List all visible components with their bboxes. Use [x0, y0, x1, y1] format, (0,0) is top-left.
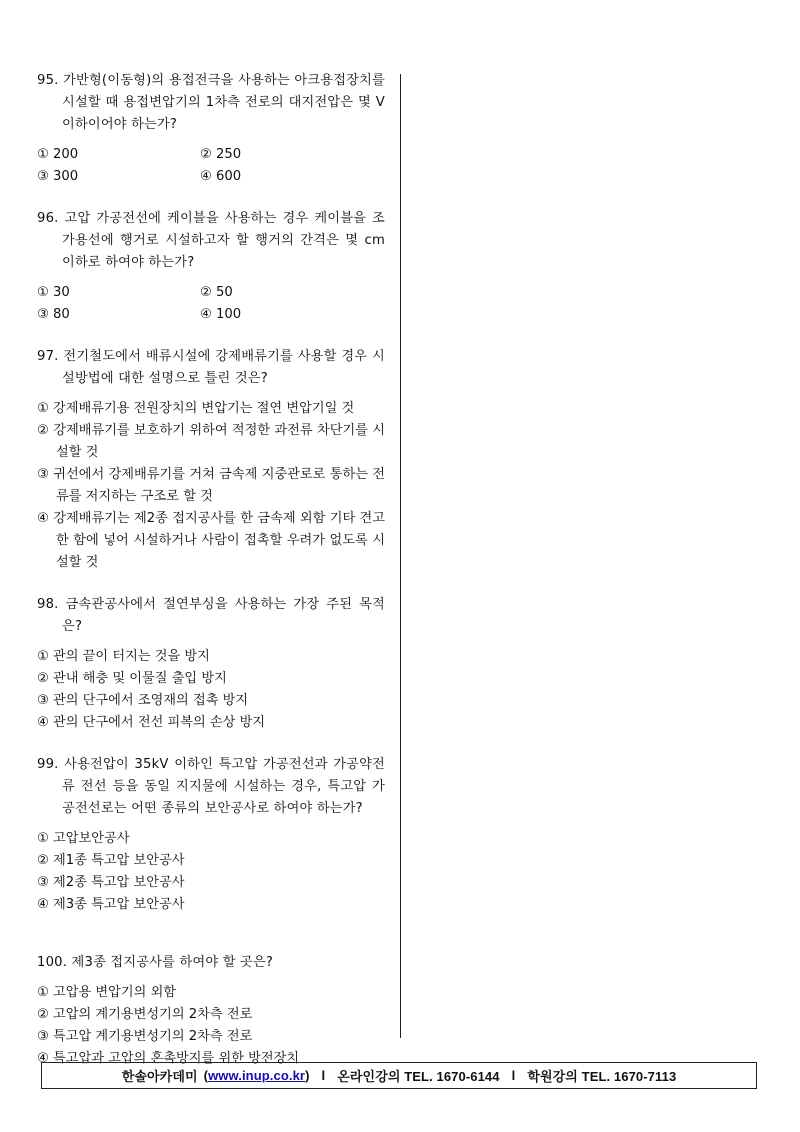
- option[interactable]: ① 관의 끝이 터지는 것을 방지: [37, 649, 210, 664]
- option[interactable]: ③ 300: [37, 169, 79, 184]
- footer-separator: l: [321, 1068, 326, 1083]
- question-stem: 97. 전기철도에서 배류시설에 강제배류기를 사용할 경우 시설방법에 대한 설명으로 틀린 것은?: [37, 349, 385, 386]
- options: [37, 828, 385, 916]
- option[interactable]: ① 200: [37, 147, 79, 162]
- column-divider: [400, 74, 401, 1038]
- option[interactable]: ④ 제3종 특고압 보안공사: [37, 897, 185, 912]
- option[interactable]: ④ 관의 단구에서 전선 피복의 손상 방지: [37, 715, 266, 730]
- option[interactable]: ② 250: [200, 147, 242, 162]
- question-99: [37, 754, 385, 916]
- option[interactable]: ② 50: [200, 285, 233, 300]
- option[interactable]: ① 30: [37, 285, 70, 300]
- options: [37, 144, 385, 188]
- question-stem: 95. 가반형(이동형)의 용접전극을 사용하는 아크용접장치를 시설할 때 용접변압기의 1차측 전로의 대지전압은 몇 V 이하이어야 하는가?: [37, 73, 385, 132]
- question-column: [37, 70, 385, 1070]
- offline-phone: 학원강의 TEL. 1670-7113: [527, 1069, 677, 1084]
- options: [37, 982, 385, 1070]
- question-96: [37, 208, 385, 326]
- option[interactable]: ③ 관의 단구에서 조영재의 접촉 방지: [37, 693, 249, 708]
- footer-separator: l: [511, 1068, 516, 1083]
- academy-link[interactable]: www.inup.co.kr: [208, 1068, 306, 1083]
- option[interactable]: ② 고압의 계기용변성기의 2차측 전로: [37, 1007, 253, 1022]
- url-open-paren: (: [203, 1068, 209, 1083]
- question-stem: 100. 제3종 접지공사를 하여야 할 곳은?: [37, 955, 274, 970]
- option[interactable]: ① 고압용 변압기의 외함: [37, 985, 177, 1000]
- footer-bar: [41, 1062, 757, 1089]
- question-95: [37, 70, 385, 188]
- option[interactable]: ④ 강제배류기는 제2종 접지공사를 한 금속제 외함 기타 견고한 함에 넣어 시설하거나 사람이 접촉할 우려가 없도록 시설할 것: [37, 511, 385, 570]
- option[interactable]: ④ 600: [200, 169, 242, 184]
- option[interactable]: ① 강제배류기용 전원장치의 변압기는 절연 변압기일 것: [37, 401, 355, 416]
- option[interactable]: ① 고압보안공사: [37, 831, 130, 846]
- option[interactable]: ② 제1종 특고압 보안공사: [37, 853, 185, 868]
- option[interactable]: ③ 80: [37, 307, 70, 322]
- question-stem: 98. 금속관공사에서 절연부싱을 사용하는 가장 주된 목적은?: [37, 597, 385, 634]
- academy-name: 한솔아카데미: [121, 1069, 198, 1084]
- option[interactable]: ④ 100: [200, 307, 242, 322]
- options: [37, 646, 385, 734]
- option[interactable]: ③ 특고압 계기용변성기의 2차측 전로: [37, 1029, 253, 1044]
- option[interactable]: ③ 귀선에서 강제배류기를 거쳐 금속제 지중관로로 통하는 전류를 저지하는 구조로 할 것: [37, 467, 385, 504]
- option[interactable]: ② 관내 해충 및 이물질 출입 방지: [37, 671, 227, 686]
- question-98: [37, 594, 385, 734]
- options: [37, 398, 385, 574]
- question-stem: 96. 고압 가공전선에 케이블을 사용하는 경우 케이블을 조가용선에 행거로 시설하고자 할 행거의 간격은 몇 cm 이하로 하여야 하는가?: [37, 211, 385, 270]
- option[interactable]: ② 강제배류기를 보호하기 위하여 적정한 과전류 차단기를 시설할 것: [37, 423, 385, 460]
- online-phone: 온라인강의 TEL. 1670-6144: [337, 1069, 500, 1084]
- option[interactable]: ③ 제2종 특고압 보안공사: [37, 875, 185, 890]
- options: [37, 282, 385, 326]
- url-close-paren: ): [305, 1068, 310, 1083]
- question-100: [37, 952, 385, 1070]
- option[interactable]: ④ 특고압과 고압의 혼촉방지를 위한 방전장치: [37, 1051, 300, 1066]
- question-97: [37, 346, 385, 574]
- question-stem: 99. 사용전압이 35kV 이하인 특고압 가공전선과 가공약전류 전선 등을 동일 지지물에 시설하는 경우, 특고압 가공전선로는 어떤 종류의 보안공사로 하여야 하는가?: [37, 757, 385, 816]
